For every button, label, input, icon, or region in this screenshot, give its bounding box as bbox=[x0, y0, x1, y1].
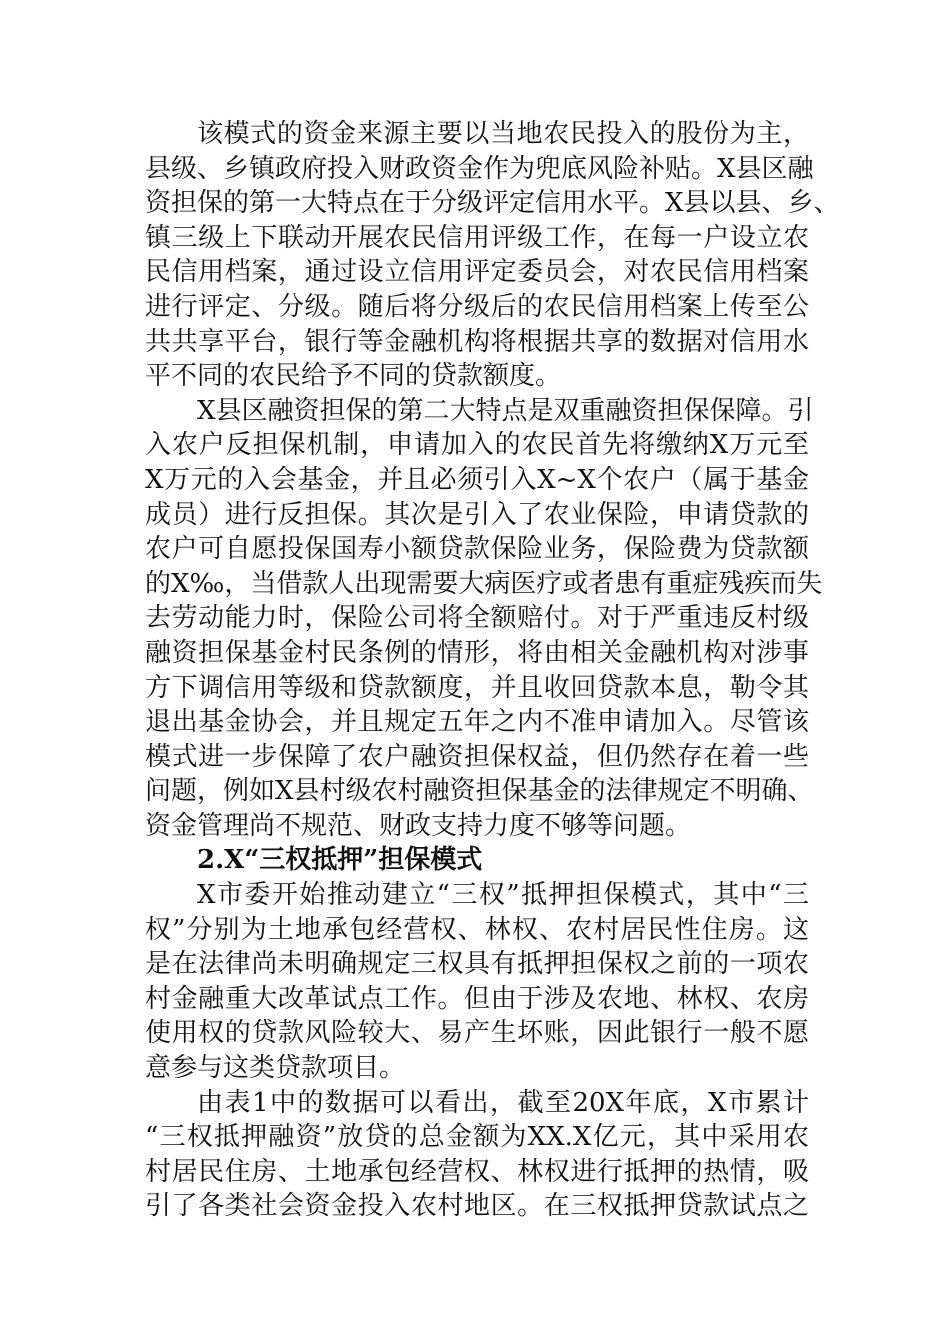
text-line: 县级、乡镇政府投入财政资金作为兜底风险补贴。X县区融 bbox=[145, 153, 814, 184]
text-line: 是在法律尚未明确规定三权具有抵押担保权之前的一项农 bbox=[145, 949, 809, 980]
text-line: 平不同的农民给予不同的贷款额度。 bbox=[145, 361, 562, 392]
text-line: 模式进一步保障了农户融资担保权益，但仍然存在着一些 bbox=[145, 741, 809, 772]
section-heading bbox=[145, 843, 809, 878]
section-heading-text: 2.X“三权抵押”担保模式 bbox=[197, 845, 483, 876]
text-line: X万元的入会基金，并且必须引入X~X个农户（属于基金 bbox=[145, 464, 809, 495]
text-line: 退出基金协会，并且规定五年之内不准申请加入。尽管该 bbox=[145, 707, 809, 738]
text-line: 进行评定、分级。随后将分级后的农民信用档案上传至公 bbox=[145, 291, 809, 322]
text-line: 村金融重大改革试点工作。但由于涉及农地、林权、农房 bbox=[145, 983, 809, 1014]
text-line: 共共享平台，银行等金融机构将根据共享的数据对信用水 bbox=[145, 326, 809, 357]
text-line: 资担保的第一大特点在于分级评定信用水平。X县以县、乡、 bbox=[145, 188, 840, 219]
text-line: “三权抵押融资”放贷的总金额为XX.X亿元，其中采用农 bbox=[145, 1122, 809, 1153]
paragraph-1 bbox=[145, 117, 840, 394]
text-line: X县区融资担保的第二大特点是双重融资担保保障。引 bbox=[197, 395, 814, 426]
text-line: 方下调信用等级和贷款额度，并且收回贷款本息，勒令其 bbox=[145, 672, 809, 703]
body-text bbox=[145, 117, 840, 1224]
text-line: 镇三级上下联动开展农民信用评级工作，在每一户设立农 bbox=[145, 222, 809, 253]
text-line: 成员）进行反担保。其次是引入了农业保险，申请贷款的 bbox=[145, 499, 809, 530]
text-line: 意参与这类贷款项目。 bbox=[145, 1053, 406, 1084]
text-line: 入农户反担保机制，申请加入的农民首先将缴纳X万元至 bbox=[145, 430, 809, 461]
text-line: 民信用档案，通过设立信用评定委员会，对农民信用档案 bbox=[145, 257, 809, 288]
text-line: 问题，例如X县村级农村融资担保基金的法律规定不明确、 bbox=[145, 776, 814, 807]
text-line: 该模式的资金来源主要以当地农民投入的股份为主， bbox=[197, 119, 809, 149]
text-line: 村居民住房、土地承包经营权、林权进行抵押的热情，吸 bbox=[145, 1156, 809, 1187]
text-line: 去劳动能力时，保险公司将全额赔付。对于严重违反村级 bbox=[145, 603, 809, 634]
text-line: 融资担保基金村民条例的情形，将由相关金融机构对涉事 bbox=[145, 637, 809, 668]
text-line: 使用权的贷款风险较大、易产生坏账，因此银行一般不愿 bbox=[145, 1018, 809, 1049]
paragraph-3 bbox=[145, 878, 809, 1086]
text-line: 资金管理尚不规范、财政支持力度不够等问题。 bbox=[145, 810, 692, 841]
text-line: 引了各类社会资金投入农村地区。在三权抵押贷款试点之 bbox=[145, 1191, 809, 1222]
text-line: 权”分别为土地承包经营权、林权、农村居民性住房。这 bbox=[145, 914, 809, 945]
text-line: 由表1中的数据可以看出，截至20X年底，X市累计 bbox=[197, 1087, 809, 1118]
text-line: X市委开始推动建立“三权”抵押担保模式，其中“三 bbox=[197, 880, 809, 911]
paragraph-4 bbox=[145, 1086, 809, 1224]
text-line: 农户可自愿投保国寿小额贷款保险业务，保险费为贷款额 bbox=[145, 534, 809, 565]
text-line: 的X‰，当借款人出现需要大病医疗或者患有重症残疾而失 bbox=[145, 568, 823, 599]
paragraph-2 bbox=[145, 394, 823, 844]
